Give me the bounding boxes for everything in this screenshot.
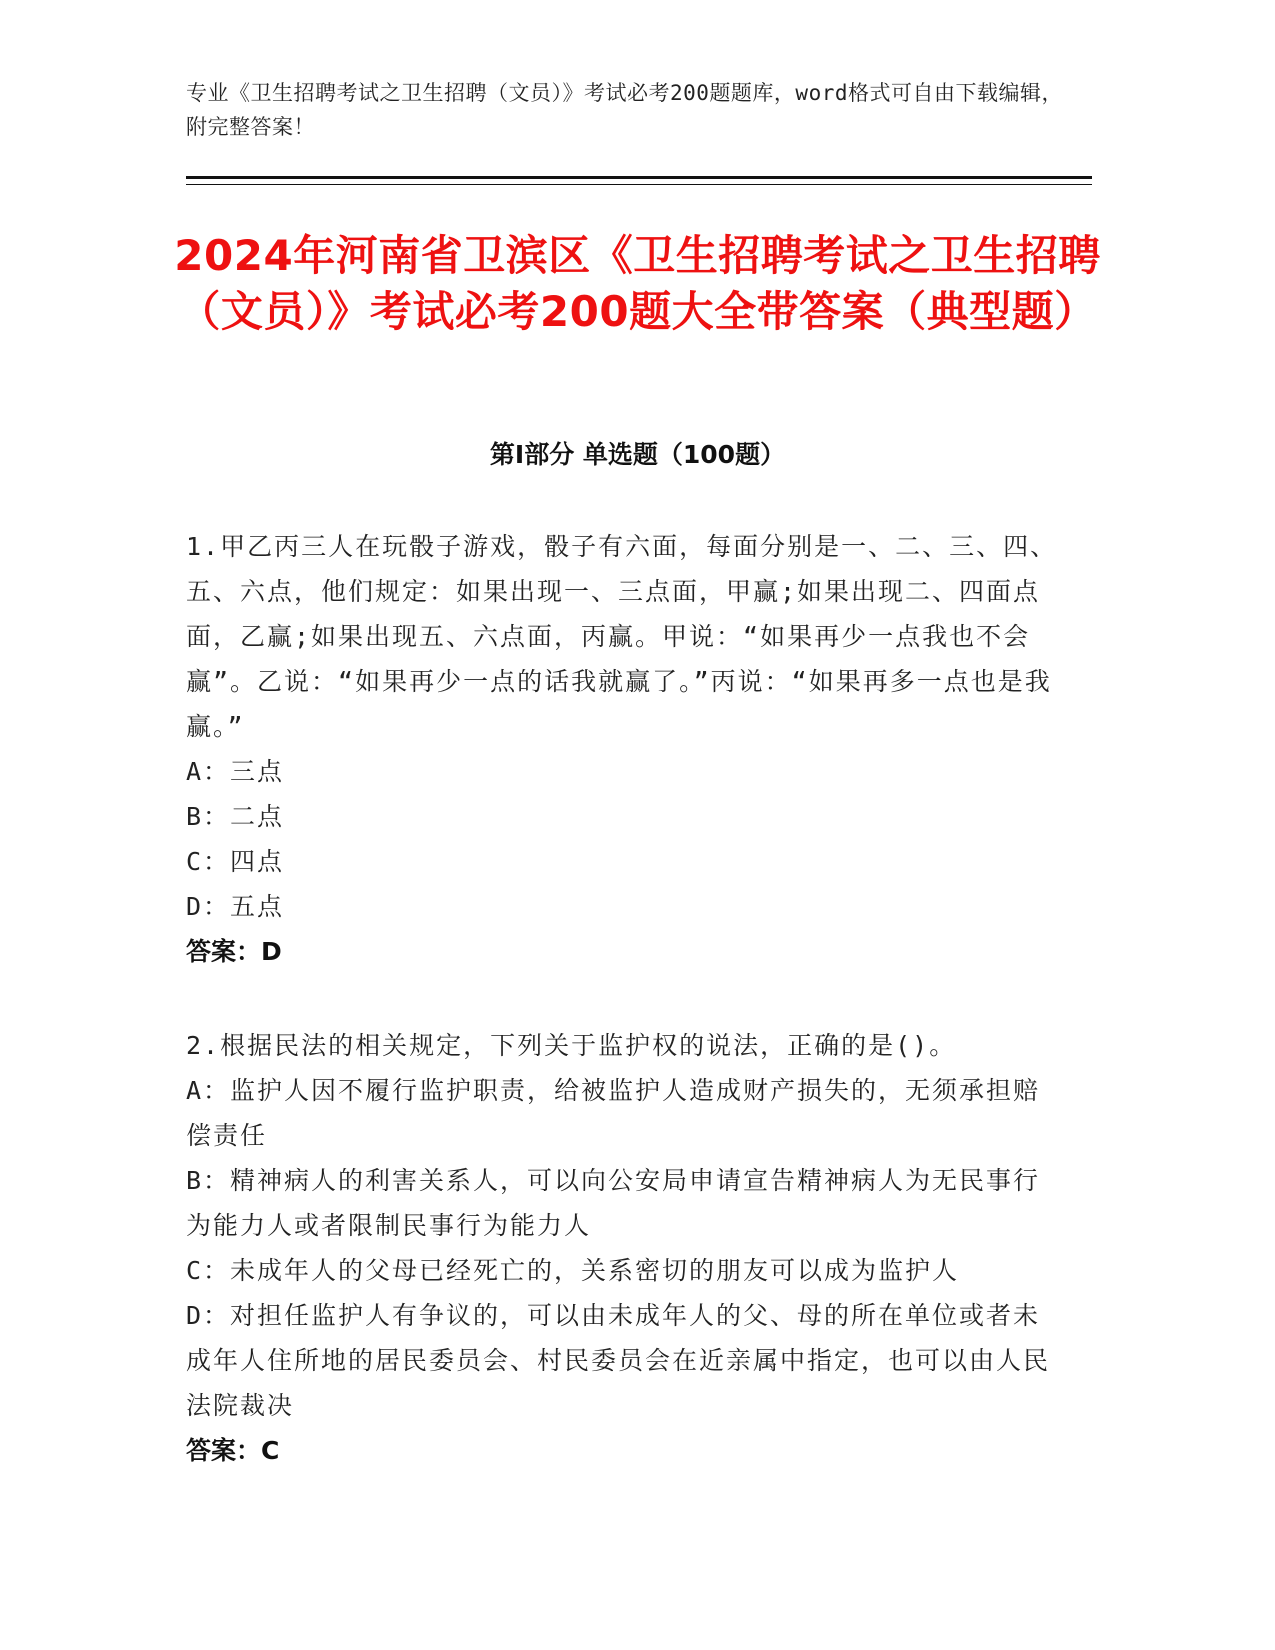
header-divider-thin <box>186 184 1092 185</box>
question-stem: 2.根据民法的相关规定，下列关于监护权的说法，正确的是()。 <box>186 1031 957 1060</box>
option-a: A：三点 <box>186 757 285 786</box>
option-c: C：四点 <box>186 847 285 876</box>
section-heading: 第Ⅰ部分 单选题（100题） <box>489 440 786 469</box>
question-2 <box>186 1023 1066 1473</box>
header-divider-thick <box>186 176 1092 179</box>
option-c: C：未成年人的父母已经死亡的，关系密切的朋友可以成为监护人 <box>186 1256 960 1285</box>
header-note: 专业《卫生招聘考试之卫生招聘（文员）》考试必考200题题库，word格式可自由下载编辑，附完整答案！ <box>186 81 1063 139</box>
option-b: B：精神病人的利害关系人，可以向公安局申请宣告精神病人为无民事行为能力人或者限制民事行为能力人 <box>186 1166 1041 1240</box>
option-d: D：五点 <box>186 892 285 921</box>
option-d: D：对担任监护人有争议的，可以由未成年人的父、母的所在单位或者未成年人住所地的居民委员会、村民委员会在近亲属中指定，也可以由人民法院裁决 <box>186 1301 1051 1420</box>
question-stem: 1.甲乙丙三人在玩骰子游戏，骰子有六面，每面分别是一、二、三、四、五、六点，他们规定：如果出现一、三点面，甲赢;如果出现二、四面点面，乙赢;如果出现五、六点面，丙赢。甲说：“如果再少一点我也不会赢”。乙说：“如果再少一点的话我就赢了。”丙说：“如果再多一点也是我赢。” <box>186 532 1058 741</box>
option-b: B：二点 <box>186 802 285 831</box>
option-a: A：监护人因不履行监护职责，给被监护人造成财产损失的，无须承担赔偿责任 <box>186 1076 1041 1150</box>
answer-line: 答案：C <box>186 1436 280 1465</box>
question-1 <box>186 524 1066 974</box>
answer-line: 答案：D <box>186 937 282 966</box>
document-title: 2024年河南省卫滨区《卫生招聘考试之卫生招聘（文员）》考试必考200题大全带答案（典型题） <box>174 231 1101 336</box>
